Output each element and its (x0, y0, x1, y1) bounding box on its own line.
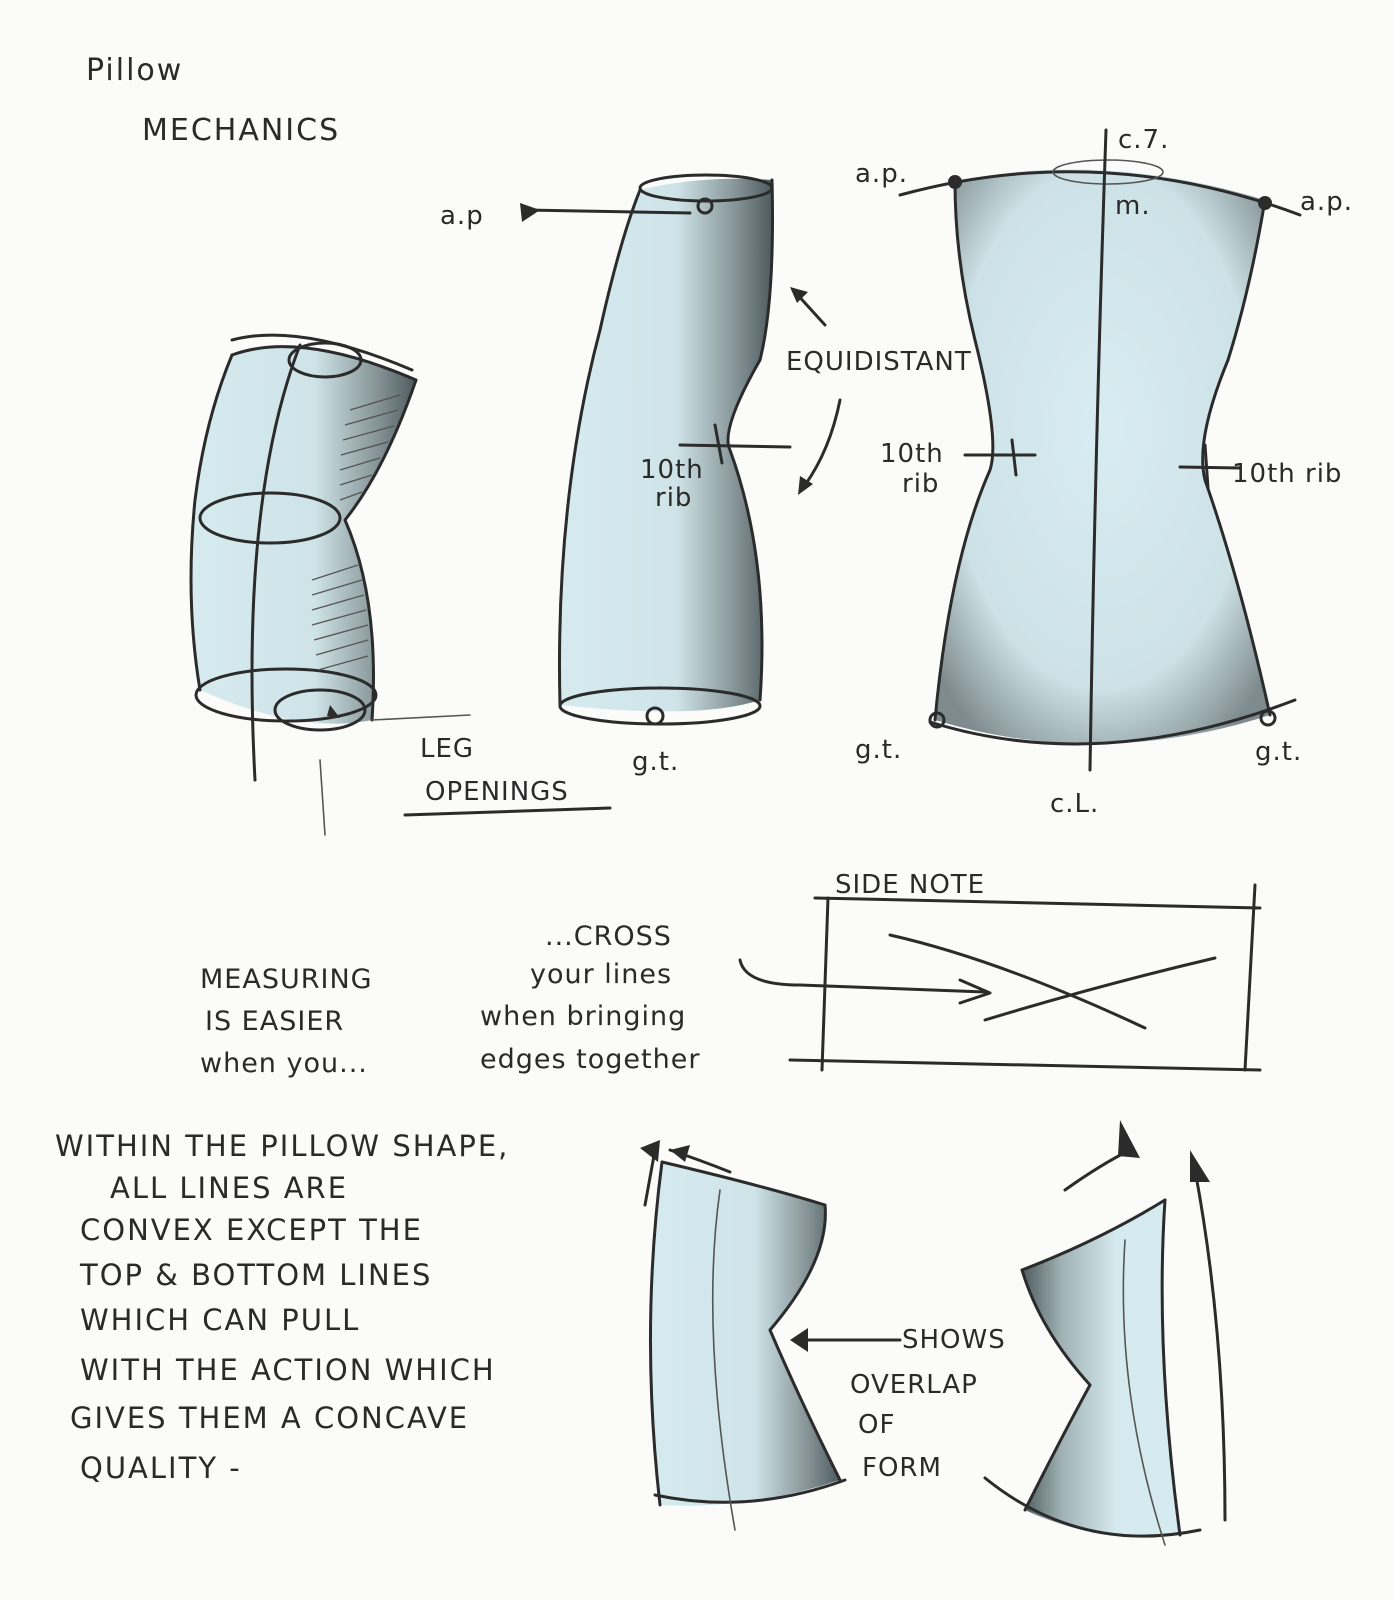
measuring-left-line3: when you... (200, 1048, 368, 1079)
measuring-right-line2: your lines (530, 959, 673, 990)
fig2-rib-line1: 10th (640, 455, 704, 485)
fig2-rib-line2: rib (655, 483, 693, 513)
fig3-cl-label: c.L. (1050, 789, 1100, 819)
measuring-note (200, 921, 990, 1079)
measuring-left-line1: MEASURING (200, 964, 373, 995)
measuring-left-line2: IS EASIER (205, 1006, 345, 1037)
fig3-ap-right: a.p. (1300, 187, 1353, 217)
measuring-right-line1: ...CROSS (545, 921, 672, 952)
fig3-gt-left: g.t. (855, 735, 903, 765)
convex-line6: WITH THE ACTION WHICH (80, 1353, 496, 1387)
bent-pillow-body (191, 347, 416, 724)
measuring-right-line4: edges together (480, 1044, 701, 1075)
leg-openings-line2: OPENINGS (425, 777, 569, 807)
figure-bent-form-right (985, 1120, 1225, 1545)
fig3-m-label: m. (1115, 191, 1151, 221)
fig2-ap-label: a.p (440, 201, 484, 231)
convex-line7: GIVES THEM A CONCAVE (70, 1401, 470, 1435)
overlap-line1: SHOWS (902, 1325, 1006, 1355)
convex-note (55, 1129, 509, 1485)
fig3-c7-label: c.7. (1118, 125, 1170, 155)
fig3-gt-right: g.t. (1255, 737, 1303, 767)
fig3-ap-left: a.p. (855, 159, 908, 189)
figure-front-torso (855, 125, 1353, 819)
leg-openings-line1: LEG (420, 734, 475, 764)
convex-line1: WITHIN THE PILLOW SHAPE, (55, 1129, 510, 1163)
figure-bent-pillow (191, 335, 610, 835)
overlap-line4: FORM (862, 1453, 942, 1483)
bent-form-left-body (650, 1162, 840, 1506)
overlap-line3: OF (858, 1410, 896, 1440)
fig3-rib-right: 10th rib (1232, 459, 1343, 489)
sidenote-title: SIDE NOTE (835, 870, 986, 900)
overlap-line2: OVERLAP (850, 1370, 978, 1400)
convex-line5: WHICH CAN PULL (80, 1303, 361, 1337)
convex-line8: QUALITY - (80, 1451, 242, 1485)
equidistant-label: EQUIDISTANT (786, 347, 972, 377)
fig3-rib-left-line1: 10th (880, 439, 944, 469)
overlap-note (850, 1325, 1006, 1483)
sidenote-box (790, 870, 1260, 1070)
convex-line3: CONVEX EXCEPT THE (80, 1213, 423, 1247)
fig2-gt-label: g.t. (632, 747, 680, 777)
convex-line2: ALL LINES ARE (110, 1171, 349, 1205)
bent-form-right-body (1022, 1200, 1180, 1537)
fig3-rib-left-line2: rib (902, 469, 940, 499)
title-line1: Pillow (86, 53, 184, 88)
figure-bent-form-left (640, 1140, 900, 1530)
title-line2: MECHANICS (142, 113, 341, 148)
figure-side-torso (440, 175, 972, 777)
measuring-right-line3: when bringing (480, 1001, 687, 1032)
convex-line4: TOP & BOTTOM LINES (80, 1258, 433, 1292)
